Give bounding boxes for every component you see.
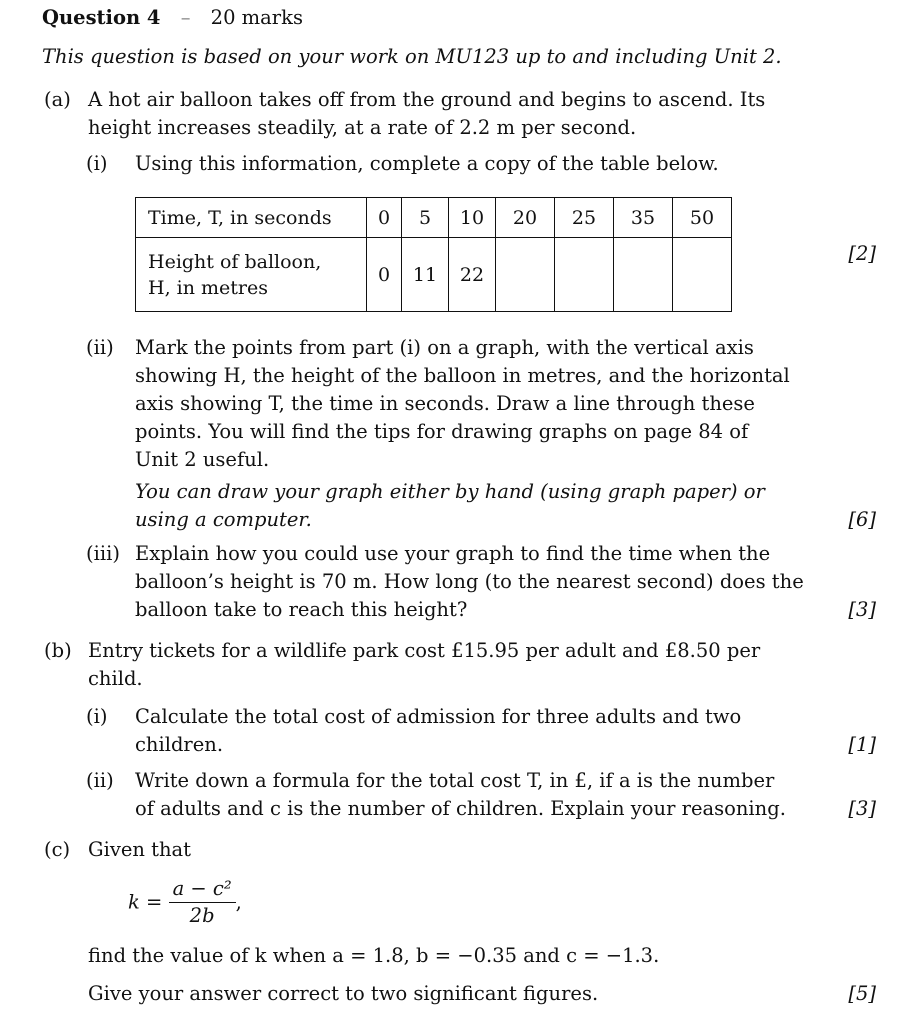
part-a-ii-note-1: You can draw your graph either by hand (using graph paper) or [135,480,765,503]
time-head-text: Time, T, in seconds [148,206,332,229]
question-header [42,4,303,32]
table-cell [614,238,673,312]
part-a-iii-line-1: Explain how you could use your graph to find the time when the [135,542,771,565]
part-b-i-line-2: children. [135,733,224,756]
formula-numerator: a − c² [169,876,236,903]
intro-text: This question is based on your work on MU123 up to and including Unit 2. [42,45,782,68]
part-b-ii-line-1: Write down a formula for the total cost T, in £, if a is the number [135,769,775,792]
mark-a-i: [2] [848,242,876,265]
part-c-give: Give your answer correct to two significant figures. [88,982,599,1005]
table-cell: 0 [367,238,402,312]
formula [128,876,242,929]
mark-a-ii: [6] [848,508,876,531]
height-head-line-2: H, in metres [148,276,268,299]
table-cell: 20 [496,198,555,238]
formula-denominator: 2b [189,904,215,927]
table-cell: 25 [555,198,614,238]
question-marks: 20 marks [210,6,303,29]
part-c-given: Given that [88,838,191,861]
height-head-line-1: Height of balloon, [148,250,322,273]
table-cell: 50 [673,198,732,238]
part-a-ii-line-2: showing H, the height of the balloon in metres, and the horizontal [135,364,790,387]
table-row-time [136,198,732,238]
table-cell [555,238,614,312]
table-cell: 22 [449,238,496,312]
part-b-line-2: child. [88,667,143,690]
part-a-ii-line-5: Unit 2 useful. [135,448,270,471]
part-c-find: find the value of k when a = 1.8, b = −0.35 and c = −1.3. [88,944,660,967]
table-cell: 0 [367,198,402,238]
mark-b-i: [1] [848,733,876,756]
part-b-ii-line-2: of adults and c is the number of children. Explain your reasoning. [135,797,786,820]
part-a-ii-label: (ii) [86,336,114,359]
header-dash: – [180,6,191,29]
part-a-line-1: A hot air balloon takes off from the ground and begins to ascend. Its [88,88,766,111]
part-a-iii-label: (iii) [86,542,120,565]
table-head-height [136,238,367,312]
part-a-line-2: height increases steadily, at a rate of 2.2 m per second. [88,116,637,139]
formula-lhs: k = [128,890,163,914]
table-cell: 11 [402,238,449,312]
table-cell: 10 [449,198,496,238]
table-cell [496,238,555,312]
part-a-i-label: (i) [86,152,108,175]
part-b-line-1: Entry tickets for a wildlife park cost £15.95 per adult and £8.50 per [88,639,761,662]
part-a-ii-line-4: points. You will find the tips for drawing graphs on page 84 of [135,420,749,443]
formula-comma: , [235,890,242,914]
part-a-label: (a) [44,88,71,111]
table-row-height [136,238,732,312]
part-a-ii-note-2: using a computer. [135,508,312,531]
table-head-time [136,198,367,238]
formula-fraction [169,876,236,929]
part-a-iii-line-3: balloon take to reach this height? [135,598,468,621]
part-b-i-line-1: Calculate the total cost of admission for three adults and two [135,705,742,728]
part-a-ii-line-1: Mark the points from part (i) on a graph, with the vertical axis [135,336,754,359]
part-a-i-text: Using this information, complete a copy of the table below. [135,152,719,175]
part-b-ii-label: (ii) [86,769,114,792]
mark-c: [5] [848,982,876,1005]
part-b-i-label: (i) [86,705,108,728]
balloon-table [135,197,732,312]
table-cell [673,238,732,312]
part-a-ii-line-3: axis showing T, the time in seconds. Draw a line through these [135,392,755,415]
table-cell: 35 [614,198,673,238]
table-cell: 5 [402,198,449,238]
mark-a-iii: [3] [848,598,876,621]
question-title: Question 4 [42,6,161,29]
part-c-label: (c) [44,838,71,861]
part-b-label: (b) [44,639,72,662]
part-a-iii-line-2: balloon’s height is 70 m. How long (to the nearest second) does the [135,570,804,593]
mark-b-ii: [3] [848,797,876,820]
